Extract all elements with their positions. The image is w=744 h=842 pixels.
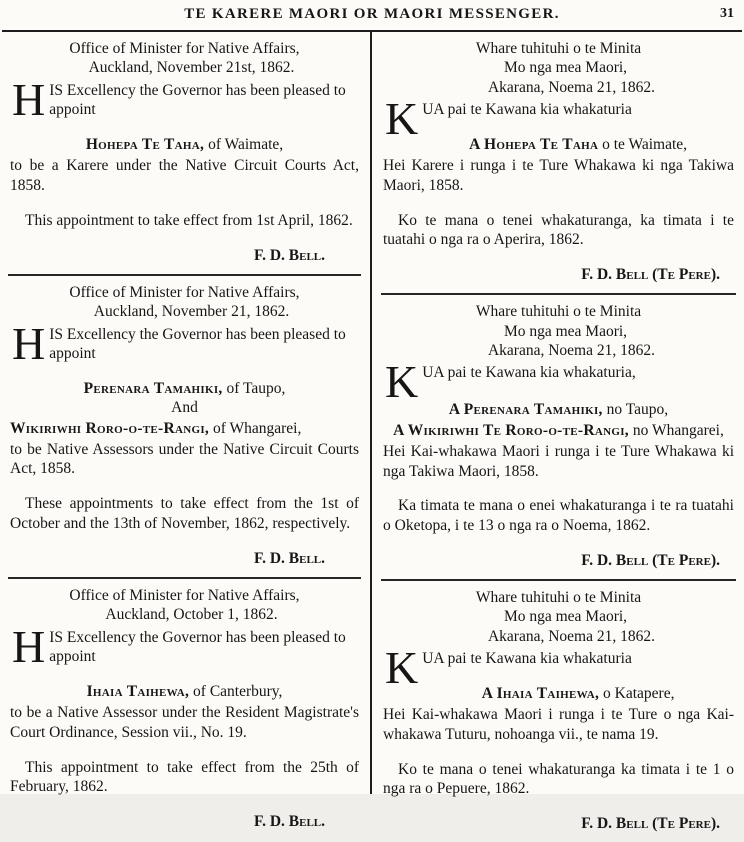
opening-text: IS Excellency the Governor has been pleased to appoint	[49, 325, 346, 362]
date-line: Auckland, November 21, 1862.	[93, 303, 290, 321]
conjunction-line: And	[171, 399, 198, 417]
appointee-place: of Whangarei,	[213, 419, 302, 437]
signature-line: F. D. Bell.	[254, 246, 325, 264]
appointee-name: Wikiriwhi Roro-o-te-Rangi,	[10, 419, 210, 437]
appointee-line	[10, 135, 359, 154]
office-line-2: Mo nga mea Maori,	[503, 322, 628, 340]
body-paragraph: Hei Kai-whakawa Maori i runga i te Ture o nga Kai-whakawa Tuturu, nohoanga vii., te nama 19.	[383, 706, 734, 743]
appointee-line	[10, 379, 359, 398]
opening-text: UA pai te Kawana kia whakaturia	[422, 650, 632, 668]
opening-paragraph	[10, 620, 359, 672]
office-line: Whare tuhituhi o te Minita	[475, 303, 642, 321]
effect-paragraph: This appointment to take effect from the 25th of February, 1862.	[10, 758, 359, 795]
opening-paragraph	[10, 73, 359, 125]
signature-line: F. D. Bell.	[254, 549, 325, 567]
effect-paragraph: Ko te mana o tenei whakaturanga ka timata i te 1 o nga ra o Pepuere, 1862.	[383, 760, 734, 797]
appointee-place: no Whangarei,	[632, 421, 724, 439]
appointee-name: Hohepa Te Taha,	[85, 136, 205, 153]
appointee-name: Perenara Tamahiki,	[83, 379, 223, 397]
two-column-layout	[0, 32, 744, 832]
appointee-name: A Perenara Tamahiki,	[448, 401, 603, 419]
appointee-line	[10, 419, 359, 438]
appointee-place: of Taupo,	[226, 379, 286, 397]
appointment-notice-maori-3	[381, 579, 736, 842]
opening-paragraph	[10, 317, 359, 369]
appointment-notice-maori-1	[381, 32, 736, 293]
appointee-line	[383, 135, 734, 154]
date-line: Auckland, October 1, 1862.	[105, 606, 278, 624]
office-line: Office of Minister for Native Affairs,	[69, 283, 300, 301]
appointee-line	[10, 682, 359, 701]
appointment-notice-maori-2	[381, 293, 736, 579]
effect-paragraph: Ka timata te mana o enei whakaturanga i te ra tuatahi o Oketopa, i te 13 o nga ra o Noema, 1862.	[383, 497, 734, 534]
effect-paragraph: This appointment to take effect from 1st April, 1862.	[25, 211, 353, 229]
drop-cap: H	[12, 620, 46, 672]
opening-text: UA pai te Kawana kia whakaturia,	[422, 364, 636, 382]
signature-line: F. D. Bell.	[254, 812, 325, 830]
page-title: TE KARERE MAORI OR MAORI MESSENGER.	[184, 6, 560, 22]
appointment-notice-english-3	[8, 577, 361, 840]
opening-text: UA pai te Kawana kia whakaturia	[422, 101, 632, 119]
masthead	[0, 0, 744, 30]
drop-cap: K	[385, 356, 419, 408]
opening-paragraph	[383, 356, 734, 408]
drop-cap: H	[12, 73, 46, 125]
office-line: Whare tuhituhi o te Minita	[475, 40, 642, 57]
opening-text: IS Excellency the Governor has been pleased to appoint	[49, 81, 346, 119]
effect-paragraph: These appointments to take effect from the 1st of October and the 13th of November, 1862, respectively.	[10, 495, 359, 532]
english-column	[0, 32, 372, 830]
date-line: Akarana, Noema 21, 1862.	[487, 342, 655, 359]
office-line-2: Mo nga mea Maori,	[503, 608, 628, 626]
body-paragraph: Hei Karere i runga i te Ture Whakawa ki nga Takiwa Maori, 1858.	[383, 157, 734, 194]
date-line: Akarana, Noema 21, 1862.	[487, 78, 655, 96]
signature-line: F. D. Bell (Te Pere).	[581, 551, 720, 569]
appointment-notice-english-1	[8, 32, 361, 274]
body-paragraph: to be a Native Assessor under the Resident Magistrate's Court Ordinance, Session vii., No. 19.	[10, 704, 359, 741]
effect-paragraph: Ko te mana o tenei whakaturanga, ka timata i te tuatahi o nga ra o Aperira, 1862.	[383, 211, 734, 248]
appointee-name: Ihaia Taihewa,	[86, 682, 190, 700]
appointee-line	[383, 684, 734, 703]
office-line: Office of Minister for Native Affairs,	[69, 586, 300, 604]
appointee-line	[383, 421, 734, 440]
appointee-place: of Canterbury,	[193, 682, 283, 700]
maori-column	[372, 32, 744, 832]
date-line: Auckland, November 21st, 1862.	[88, 59, 295, 77]
drop-cap: K	[385, 642, 419, 694]
body-paragraph: to be a Karere under the Native Circuit Courts Act, 1858.	[10, 157, 359, 194]
date-line: Akarana, Noema 21, 1862.	[487, 627, 655, 645]
signature-line: F. D. Bell (Te Pere).	[581, 814, 720, 832]
body-paragraph: to be Native Assessors under the Native Circuit Courts Act, 1858.	[10, 441, 359, 478]
appointee-place: of Waimate,	[208, 136, 284, 153]
office-line-2: Mo nga mea Maori,	[503, 59, 628, 77]
office-line: Office of Minister for Native Affairs,	[69, 40, 300, 57]
drop-cap: H	[12, 317, 46, 369]
signature-line: F. D. Bell (Te Pere).	[581, 265, 720, 283]
body-paragraph: Hei Kai-whakawa Maori i runga i te Ture Whakawa ki nga Takiwa Maori, 1858.	[383, 443, 734, 480]
appointee-name: A Hohepa Te Taha	[469, 136, 599, 153]
appointee-place: o Katapere,	[603, 685, 675, 702]
appointee-name: A Wikiriwhi Te Roro-o-te-Rangi,	[393, 421, 629, 439]
appointee-place: o te Waimate,	[602, 136, 688, 153]
appointee-place: no Taupo,	[606, 401, 669, 419]
drop-cap: K	[385, 93, 419, 145]
appointment-notice-english-2	[8, 274, 361, 577]
appointee-line	[383, 400, 734, 419]
office-line: Whare tuhituhi o te Minita	[475, 589, 642, 606]
opening-text: IS Excellency the Governor has been pleased to appoint	[49, 628, 346, 665]
page-number: 31	[720, 6, 734, 21]
appointee-name: A Ihaia Taihewa,	[481, 685, 600, 702]
